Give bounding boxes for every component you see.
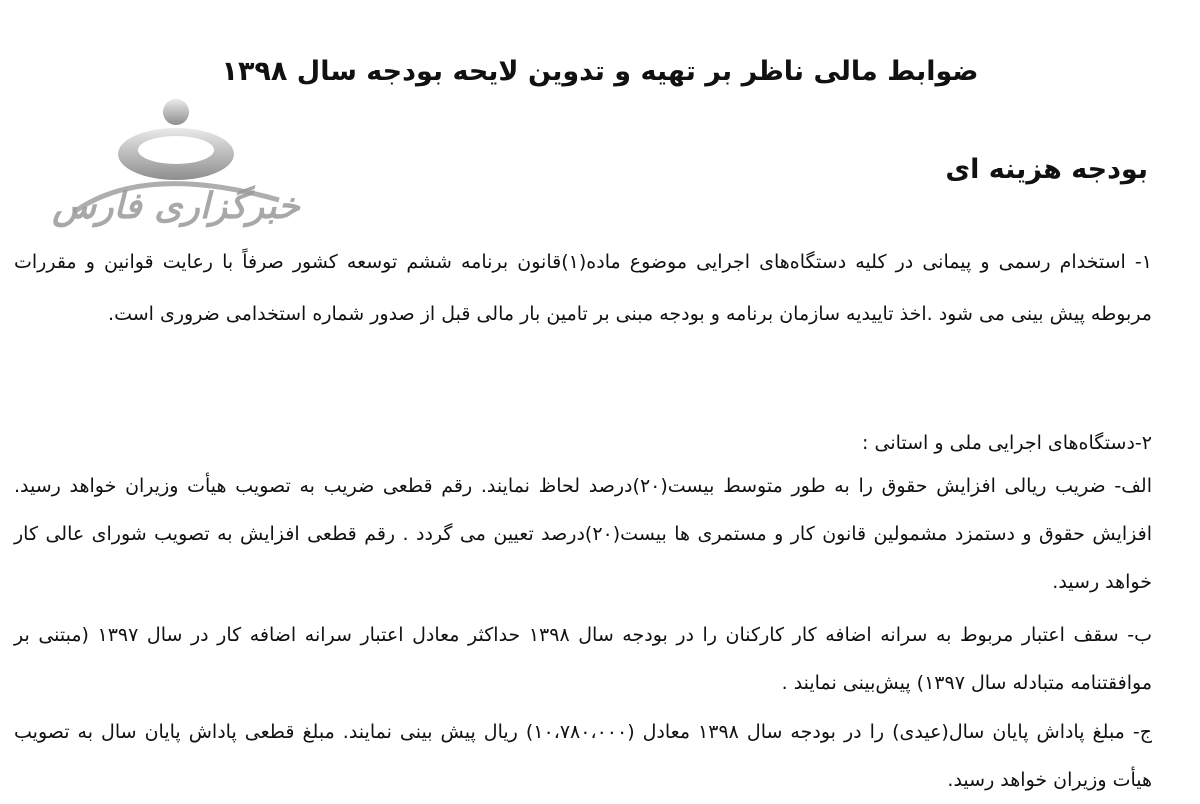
section-title: بودجه هزینه ای [945,154,1148,185]
paragraph-2-be: ب- سقف اعتبار مربوط به سرانه اضافه کار کارکنان را در بودجه سال ۱۳۹۸ حداکثر معادل اعتبار سرانه اضافه کار در سال ۱۳۹۷ (مبتنی بر موافقتنامه متبادله سال ۱۳۹۷) پیش‌بینی نمایند . [14,624,1152,694]
document-title: ضوابط مالی ناظر بر تهیه و تدوین لایحه بودجه سال ۱۳۹۸ [221,56,979,87]
paragraph-2-alef: الف- ضریب ریالی افزایش حقوق را به طور متوسط بیست(۲۰)درصد لحاظ نمایند. رقم قطعی ضریب به تصویب هیأت وزیران خواهد رسید. افزایش حقوق و دستمزد مشمولین قانون کار و مستمری ها بیست(۲۰)درصد تعیین می گردد . رقم قطعی افزایش به تصویب شورای عالی کار خواهد رسید. [14,475,1152,593]
paragraph-1: ۱- استخدام رسمی و پیمانی در کلیه دستگاه‌های اجرایی موضوع ماده(۱)قانون برنامه ششم توسعه کشور صرفاً با رعایت قوانین و مقررات مربوطه پیش بینی می شود .اخذ تاییدیه سازمان برنامه و بودجه مبنی بر تامین بار مالی قبل از صدور شماره استخدامی ضروری است. [14,251,1152,325]
watermark-text: خبرگزاری فارس [52,186,300,227]
paragraph-2-heading: ۲-دستگاه‌های اجرایی ملی و استانی : [862,432,1152,454]
fars-news-logo-icon [52,92,300,242]
paragraph-2-jim: ج- مبلغ پاداش پایان سال(عیدی) را در بودجه سال ۱۳۹۸ معادل (۱۰،۷۸۰،۰۰۰) ریال پیش بینی نمایند. مبلغ قطعی پاداش پایان سال به تصویب هیأت وزیران خواهد رسید. [14,721,1152,791]
